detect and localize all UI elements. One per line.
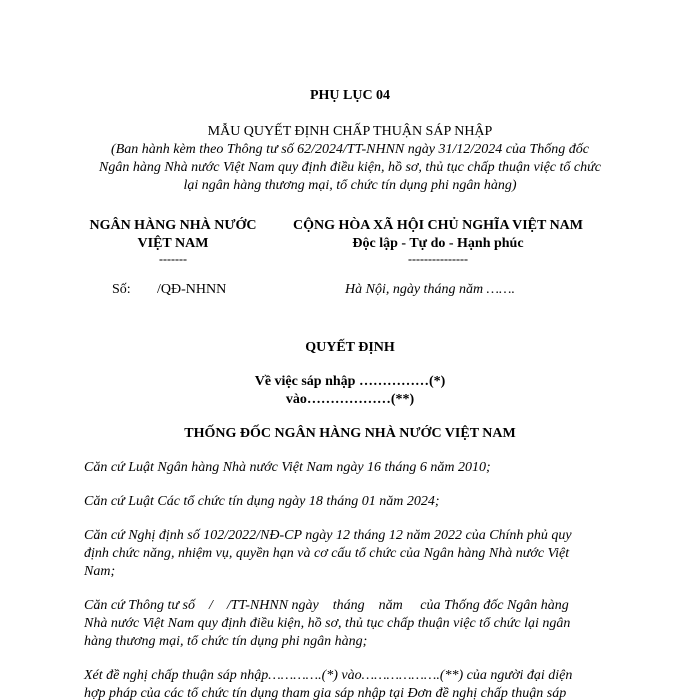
legal-basis-4-line3: hàng thương mại, tổ chức tín dụng phi ngân hàng; xyxy=(84,634,368,649)
proposal-line1: Xét đề nghị chấp thuận sáp nhập………….(*) vào……………….(**) của người đại diện xyxy=(84,668,573,683)
legal-basis-3-line2: định chức năng, nhiệm vụ, quyền hạn và cơ cấu tổ chức của Ngân hàng Nhà nước Việt xyxy=(84,546,570,561)
issued-note-line3: lại ngân hàng thương mại, tổ chức tín dụng phi ngân hàng) xyxy=(183,178,517,193)
appendix-title: PHỤ LỤC 04 xyxy=(309,88,391,103)
legal-basis-3-line1: Căn cứ Nghị định số 102/2022/NĐ-CP ngày 12 tháng 12 năm 2022 của Chính phủ quy xyxy=(84,528,572,543)
legal-basis-3-line3: Nam; xyxy=(84,564,116,579)
nation-rule: --------------- xyxy=(408,252,468,266)
decision-authority: THỐNG ĐỐC NGÂN HÀNG NHÀ NƯỚC VIỆT NAM xyxy=(184,426,516,441)
issued-note-line2: Ngân hàng Nhà nước Việt Nam quy định điều kiện, hồ sơ, thủ tục chấp thuận việc tổ chức xyxy=(99,160,601,175)
place-date: Hà Nội, ngày tháng năm ……. xyxy=(345,282,515,297)
legal-basis-4-line2: Nhà nước Việt Nam quy định điều kiện, hồ sơ, thủ tục chấp thuận việc tổ chức lại ngân xyxy=(84,616,571,631)
number-suffix: /QĐ-NHNN xyxy=(157,282,227,297)
agency-name-line2: VIỆT NAM xyxy=(137,236,209,251)
nation-title: CỘNG HÒA XÃ HỘI CHỦ NGHĨA VIỆT NAM xyxy=(292,218,583,233)
legal-basis-1: Căn cứ Luật Ngân hàng Nhà nước Việt Nam ngày 16 tháng 6 năm 2010; xyxy=(84,460,491,475)
form-title: MẪU QUYẾT ĐỊNH CHẤP THUẬN SÁP NHẬP xyxy=(207,124,493,139)
number-label: Số: xyxy=(112,282,131,297)
decision-title: QUYẾT ĐỊNH xyxy=(305,340,395,355)
nation-motto: Độc lập - Tự do - Hạnh phúc xyxy=(352,236,524,251)
agency-rule: ------- xyxy=(159,252,187,266)
legal-basis-2: Căn cứ Luật Các tổ chức tín dụng ngày 18 tháng 01 năm 2024; xyxy=(84,494,440,509)
decision-subject-line1: Về việc sáp nhập ……………(*) xyxy=(254,374,446,389)
agency-name-line1: NGÂN HÀNG NHÀ NƯỚC xyxy=(89,218,257,233)
legal-basis-4-line1: Căn cứ Thông tư số / /TT-NHNN ngày tháng năm của Thống đốc Ngân hàng xyxy=(84,598,569,613)
proposal-line2: hợp pháp của các tổ chức tín dụng tham gia sáp nhập tại Đơn đề nghị chấp thuận sáp xyxy=(84,686,567,700)
issued-note-line1: (Ban hành kèm theo Thông tư số 62/2024/TT-NHNN ngày 31/12/2024 của Thống đốc xyxy=(111,142,589,157)
decision-subject-line2: vào………………(**) xyxy=(285,392,415,407)
